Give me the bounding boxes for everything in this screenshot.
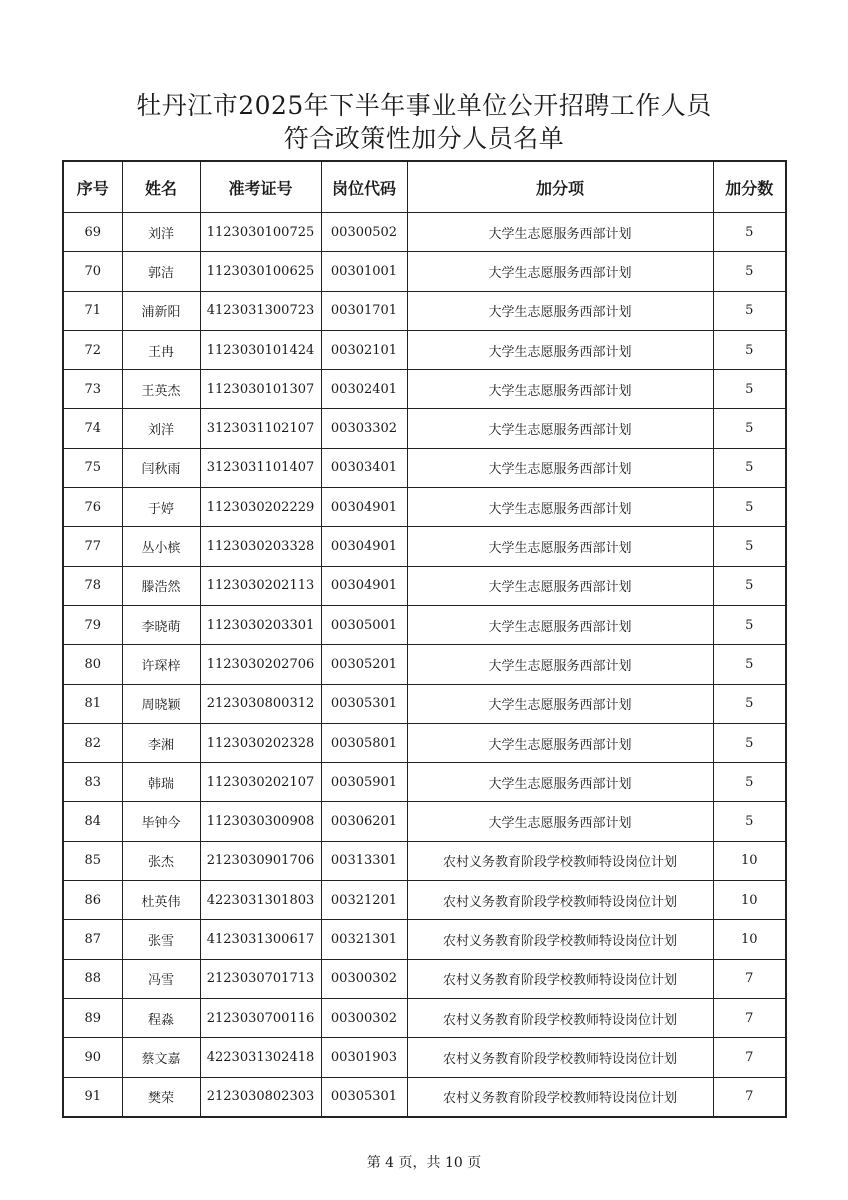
table-row (63, 527, 786, 566)
cell-exam-id: 4123031300723 (200, 291, 321, 330)
cell-exam-id: 1123030202113 (200, 566, 321, 605)
cell-bonus-item: 大学生志愿服务西部计划 (407, 527, 713, 566)
cell-post-code: 00300302 (321, 998, 407, 1037)
table-row (63, 841, 786, 880)
page-number: 第 4 页，共 10 页 (366, 1155, 482, 1171)
cell-seq: 85 (63, 841, 122, 880)
cell-post-code: 00302101 (321, 330, 407, 369)
cell-seq: 74 (63, 409, 122, 448)
table-row (63, 409, 786, 448)
cell-bonus-points: 5 (713, 723, 786, 762)
cell-name: 毕钟今 (122, 802, 200, 841)
document-title-line1: 牡丹江市2025年下半年事业单位公开招聘工作人员 (136, 91, 712, 120)
table-row (63, 959, 786, 998)
cell-bonus-points: 5 (713, 684, 786, 723)
cell-bonus-points: 5 (713, 448, 786, 487)
cell-bonus-item: 农村义务教育阶段学校教师特设岗位计划 (407, 1038, 713, 1077)
cell-exam-id: 3123031101407 (200, 448, 321, 487)
cell-post-code: 00321301 (321, 920, 407, 959)
table-row (63, 566, 786, 605)
table-row (63, 723, 786, 762)
cell-seq: 71 (63, 291, 122, 330)
cell-post-code: 00302401 (321, 370, 407, 409)
cell-bonus-item: 大学生志愿服务西部计划 (407, 566, 713, 605)
cell-seq: 90 (63, 1038, 122, 1077)
cell-exam-id: 4223031302418 (200, 1038, 321, 1077)
cell-post-code: 00305201 (321, 645, 407, 684)
cell-post-code: 00300302 (321, 959, 407, 998)
cell-bonus-item: 大学生志愿服务西部计划 (407, 802, 713, 841)
cell-seq: 75 (63, 448, 122, 487)
cell-post-code: 00303302 (321, 409, 407, 448)
cell-post-code: 00304901 (321, 566, 407, 605)
document-title-line2: 符合政策性加分人员名单 (283, 124, 565, 153)
cell-exam-id: 1123030202706 (200, 645, 321, 684)
cell-seq: 89 (63, 998, 122, 1037)
cell-name: 李晓萌 (122, 605, 200, 644)
cell-name: 张杰 (122, 841, 200, 880)
cell-bonus-points: 7 (713, 1038, 786, 1077)
cell-bonus-item: 大学生志愿服务西部计划 (407, 291, 713, 330)
roster-table (62, 160, 787, 1118)
cell-post-code: 00301701 (321, 291, 407, 330)
cell-seq: 78 (63, 566, 122, 605)
cell-bonus-item: 大学生志愿服务西部计划 (407, 448, 713, 487)
cell-exam-id: 1123030300908 (200, 802, 321, 841)
cell-bonus-item: 大学生志愿服务西部计划 (407, 370, 713, 409)
table-row (63, 684, 786, 723)
table-row (63, 802, 786, 841)
table-row (63, 488, 786, 527)
table-row (63, 213, 786, 252)
header-bonus-points: 加分数 (713, 161, 786, 213)
cell-name: 闫秋雨 (122, 448, 200, 487)
cell-seq: 80 (63, 645, 122, 684)
cell-seq: 76 (63, 488, 122, 527)
table-row (63, 881, 786, 920)
cell-bonus-points: 5 (713, 488, 786, 527)
cell-seq: 84 (63, 802, 122, 841)
cell-seq: 70 (63, 252, 122, 291)
cell-post-code: 00305001 (321, 605, 407, 644)
cell-seq: 72 (63, 330, 122, 369)
cell-name: 王冉 (122, 330, 200, 369)
cell-seq: 79 (63, 605, 122, 644)
cell-exam-id: 2123030800312 (200, 684, 321, 723)
table-row (63, 605, 786, 644)
cell-bonus-points: 7 (713, 998, 786, 1037)
cell-exam-id: 2123030901706 (200, 841, 321, 880)
cell-bonus-points: 10 (713, 920, 786, 959)
cell-bonus-points: 5 (713, 605, 786, 644)
header-row (63, 161, 786, 213)
cell-bonus-item: 大学生志愿服务西部计划 (407, 252, 713, 291)
cell-seq: 81 (63, 684, 122, 723)
cell-exam-id: 1123030101424 (200, 330, 321, 369)
cell-bonus-item: 农村义务教育阶段学校教师特设岗位计划 (407, 841, 713, 880)
cell-seq: 91 (63, 1077, 122, 1117)
cell-name: 郭洁 (122, 252, 200, 291)
cell-bonus-item: 大学生志愿服务西部计划 (407, 330, 713, 369)
cell-name: 丛小槟 (122, 527, 200, 566)
cell-seq: 82 (63, 723, 122, 762)
cell-exam-id: 3123031102107 (200, 409, 321, 448)
cell-bonus-item: 大学生志愿服务西部计划 (407, 409, 713, 448)
cell-post-code: 00305801 (321, 723, 407, 762)
cell-post-code: 00305301 (321, 684, 407, 723)
table-row (63, 1077, 786, 1117)
cell-seq: 69 (63, 213, 122, 252)
table-row (63, 645, 786, 684)
table-row (63, 1038, 786, 1077)
cell-bonus-points: 5 (713, 566, 786, 605)
cell-bonus-item: 大学生志愿服务西部计划 (407, 213, 713, 252)
cell-exam-id: 1123030202107 (200, 763, 321, 802)
cell-name: 李湘 (122, 723, 200, 762)
cell-bonus-points: 5 (713, 802, 786, 841)
header-seq: 序号 (63, 161, 122, 213)
cell-bonus-points: 5 (713, 252, 786, 291)
cell-exam-id: 2123030701713 (200, 959, 321, 998)
cell-bonus-item: 农村义务教育阶段学校教师特设岗位计划 (407, 959, 713, 998)
cell-post-code: 00301001 (321, 252, 407, 291)
table-row (63, 291, 786, 330)
cell-bonus-points: 5 (713, 645, 786, 684)
header-name: 姓名 (122, 161, 200, 213)
cell-exam-id: 1123030202328 (200, 723, 321, 762)
cell-post-code: 00300502 (321, 213, 407, 252)
cell-seq: 83 (63, 763, 122, 802)
cell-seq: 77 (63, 527, 122, 566)
table-row (63, 998, 786, 1037)
cell-bonus-points: 5 (713, 763, 786, 802)
cell-post-code: 00304901 (321, 488, 407, 527)
cell-seq: 87 (63, 920, 122, 959)
cell-bonus-points: 5 (713, 330, 786, 369)
cell-name: 樊荣 (122, 1077, 200, 1117)
cell-name: 刘洋 (122, 213, 200, 252)
cell-name: 蔡文嘉 (122, 1038, 200, 1077)
cell-name: 程淼 (122, 998, 200, 1037)
cell-exam-id: 2123030700116 (200, 998, 321, 1037)
cell-exam-id: 1123030100625 (200, 252, 321, 291)
cell-post-code: 00305301 (321, 1077, 407, 1117)
cell-exam-id: 4123031300617 (200, 920, 321, 959)
cell-bonus-points: 5 (713, 409, 786, 448)
cell-bonus-points: 5 (713, 291, 786, 330)
cell-bonus-item: 大学生志愿服务西部计划 (407, 763, 713, 802)
cell-name: 许琛梓 (122, 645, 200, 684)
cell-exam-id: 2123030802303 (200, 1077, 321, 1117)
cell-bonus-item: 农村义务教育阶段学校教师特设岗位计划 (407, 920, 713, 959)
cell-bonus-item: 大学生志愿服务西部计划 (407, 723, 713, 762)
cell-bonus-points: 7 (713, 959, 786, 998)
cell-post-code: 00305901 (321, 763, 407, 802)
table-row (63, 370, 786, 409)
cell-bonus-item: 农村义务教育阶段学校教师特设岗位计划 (407, 881, 713, 920)
table-row (63, 920, 786, 959)
cell-seq: 73 (63, 370, 122, 409)
cell-bonus-item: 大学生志愿服务西部计划 (407, 645, 713, 684)
cell-bonus-item: 农村义务教育阶段学校教师特设岗位计划 (407, 998, 713, 1037)
cell-post-code: 00303401 (321, 448, 407, 487)
cell-name: 杜英伟 (122, 881, 200, 920)
cell-exam-id: 4223031301803 (200, 881, 321, 920)
cell-exam-id: 1123030202229 (200, 488, 321, 527)
cell-seq: 86 (63, 881, 122, 920)
cell-exam-id: 1123030101307 (200, 370, 321, 409)
table-header (63, 161, 786, 213)
cell-post-code: 00301903 (321, 1038, 407, 1077)
cell-bonus-points: 10 (713, 841, 786, 880)
cell-bonus-points: 5 (713, 370, 786, 409)
table-row (63, 330, 786, 369)
table-row (63, 763, 786, 802)
header-bonus-item: 加分项 (407, 161, 713, 213)
cell-name: 滕浩然 (122, 566, 200, 605)
cell-name: 冯雪 (122, 959, 200, 998)
cell-name: 于婷 (122, 488, 200, 527)
cell-post-code: 00306201 (321, 802, 407, 841)
cell-bonus-item: 大学生志愿服务西部计划 (407, 684, 713, 723)
cell-exam-id: 1123030203301 (200, 605, 321, 644)
table-row (63, 252, 786, 291)
cell-post-code: 00304901 (321, 527, 407, 566)
cell-name: 韩瑞 (122, 763, 200, 802)
cell-name: 王英杰 (122, 370, 200, 409)
cell-name: 刘洋 (122, 409, 200, 448)
table-body (63, 213, 786, 1117)
cell-exam-id: 1123030100725 (200, 213, 321, 252)
table-row (63, 448, 786, 487)
cell-bonus-points: 5 (713, 527, 786, 566)
cell-post-code: 00321201 (321, 881, 407, 920)
header-exam-id: 准考证号 (200, 161, 321, 213)
cell-bonus-points: 7 (713, 1077, 786, 1117)
cell-bonus-points: 5 (713, 213, 786, 252)
cell-seq: 88 (63, 959, 122, 998)
cell-bonus-item: 大学生志愿服务西部计划 (407, 488, 713, 527)
cell-bonus-item: 农村义务教育阶段学校教师特设岗位计划 (407, 1077, 713, 1117)
header-post-code: 岗位代码 (321, 161, 407, 213)
cell-name: 浦新阳 (122, 291, 200, 330)
cell-post-code: 00313301 (321, 841, 407, 880)
cell-bonus-points: 10 (713, 881, 786, 920)
cell-name: 张雪 (122, 920, 200, 959)
cell-exam-id: 1123030203328 (200, 527, 321, 566)
cell-name: 周晓颖 (122, 684, 200, 723)
cell-bonus-item: 大学生志愿服务西部计划 (407, 605, 713, 644)
